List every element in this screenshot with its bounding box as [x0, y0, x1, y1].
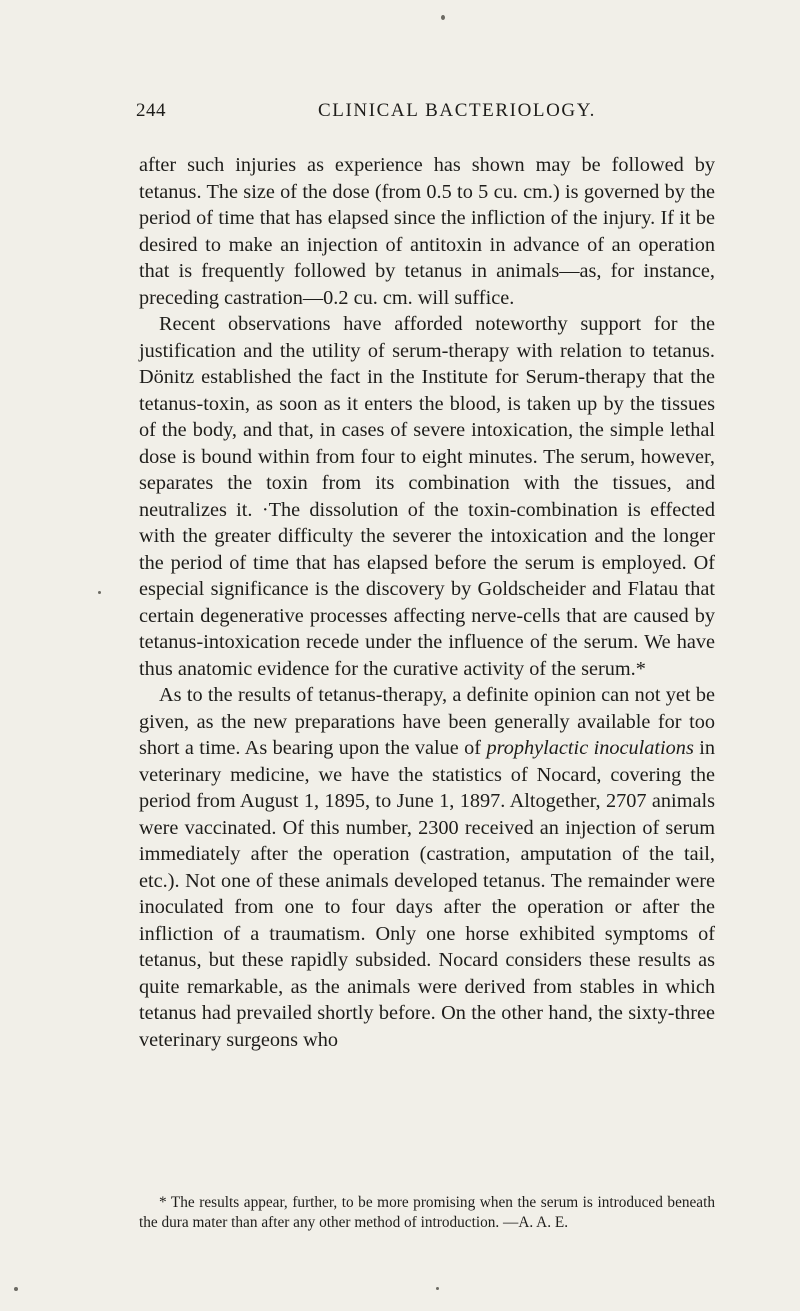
page-header: [136, 100, 726, 130]
ink-speck-top: [441, 15, 445, 20]
paragraph-3: [139, 682, 715, 1053]
running-head: CLINICAL BACTERIOLOGY.: [318, 100, 596, 121]
paragraph-1: after such injuries as experience has shown may be followed by tetanus. The size of the dose (from 0.5 to 5 cu. cm.) is governed by the period of time that has elapsed since the infliction of the injury. If it be desired to make an injection of antitoxin in advance of an operation that is frequently followed by tetanus in animals—as, for instance, preceding castration—0.2 cu. cm. will suffice.: [139, 154, 715, 309]
paragraph-2: Recent observations have afforded noteworthy support for the justification and the utility of serum-therapy with relation to tetanus. Dönitz established the fact in the Institute for Serum-therapy that the tetanus-toxin, as soon as it enters the blood, is taken up by the tissues of the body, and that, in cases of severe intoxication, the simple lethal dose is bound within from four to eight minutes. The serum, however, separates the toxin from its combination with the tissues, and neutralizes it. ·The dissolution of the toxin-combination is effected with the greater difficulty the severer the intoxication and the longer the period of time that has elapsed before the serum is employed. Of especial significance is the discovery by Goldscheider and Flatau that certain degenerative processes affecting nerve-cells that are caused by tetanus-intoxication recede under the influence of the serum. We have thus anatomic evidence for the curative activity of the serum.*: [139, 313, 715, 680]
footnote: [139, 1193, 715, 1232]
page-number: 244: [136, 100, 166, 121]
paragraph-3-text-a: As to the results of tetanus-therapy, a definite opinion can not yet be given, as the new preparations have been generally available for too short a time. As bearing upon the value of: [139, 684, 715, 759]
footnote-text: * The results appear, further, to be more promising when the serum is introduced beneath the dura mater than after any other method of introduction. —A. A. E.: [139, 1194, 715, 1231]
ink-speck-bottom: [436, 1287, 439, 1290]
ink-speck-bottom-left: [14, 1287, 18, 1291]
paragraph-3-text-b: in veterinary medicine, we have the statistics of Nocard, covering the period from August 1, 1895, to June 1, 1897. Altogether, 2707 animals were vaccinated. Of this number, 2300 received an injection of serum immediately after the operation (castration, amputation of the tail, etc.). Not one of these animals developed tetanus. The remainder were inoculated from one to four days after the operation or after the infliction of a traumatism. Only one horse exhibited symptoms of tetanus, but these rapidly subsided. Nocard considers these results as quite remarkable, as the animals were derived from stables in which tetanus had prevailed shortly before. On the other hand, the sixty-three veterinary surgeons who: [139, 737, 715, 1051]
emphasis-prophylactic-inoculations: prophylactic inoculations: [486, 737, 694, 759]
body-text: [139, 152, 715, 1053]
ink-speck-left: [98, 591, 101, 594]
